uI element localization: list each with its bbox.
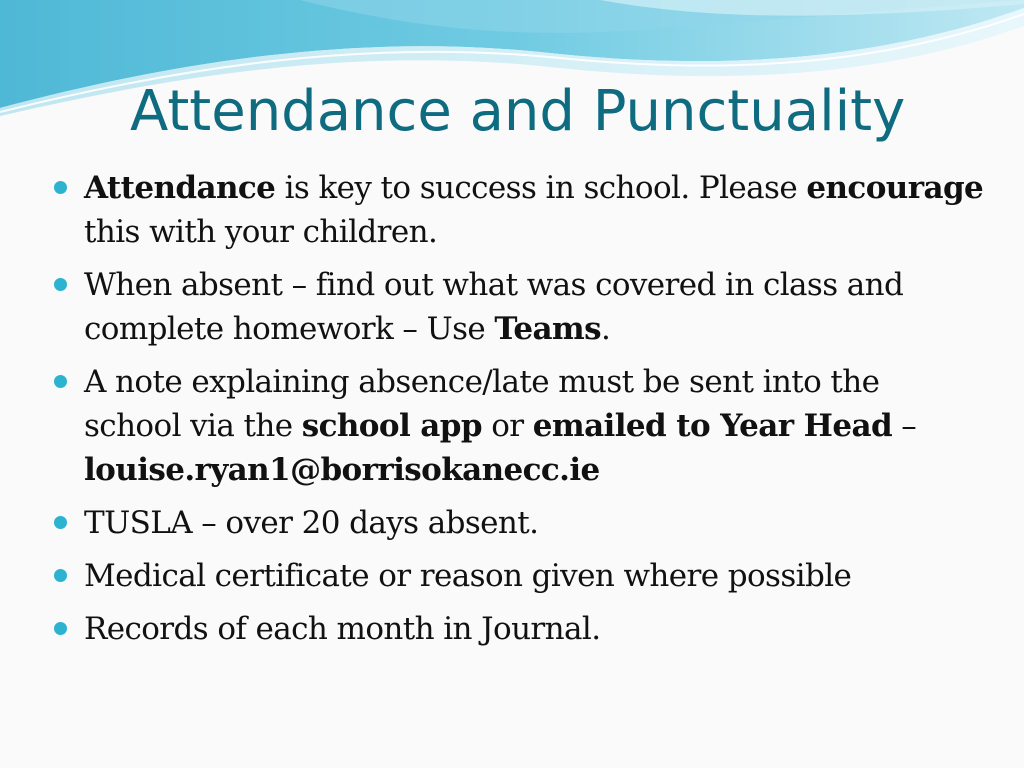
bullet-emphasis-text: louise.ryan1@borrisokanecc.ie <box>84 452 600 488</box>
bullet-emphasis-text: encourage <box>806 170 984 206</box>
bullet-text: is key to success in school. Please <box>275 170 807 206</box>
bullet-list <box>84 166 984 660</box>
bullet-item <box>84 501 984 545</box>
bullet-item <box>84 360 984 492</box>
bullet-text: When absent – find out what was covered in class and complete homework – Use <box>84 267 904 347</box>
bullet-emphasis-text: Attendance <box>84 170 276 206</box>
bullet-emphasis-text: emailed to Year Head <box>532 408 893 444</box>
bullet-emphasis-text: Teams <box>494 311 601 347</box>
bullet-text: or <box>481 408 533 444</box>
slide-title: Attendance and Punctuality <box>130 79 906 144</box>
bullet-item <box>84 607 984 651</box>
bullet-item <box>84 166 984 254</box>
bullet-text: A note explaining absence/late must be sent into the school via the <box>84 364 880 444</box>
bullet-text: Medical certificate or reason given where possible <box>84 558 852 594</box>
bullet-text: this with your children. <box>84 214 438 250</box>
bullet-item <box>84 263 984 351</box>
bullet-text: . <box>600 311 611 347</box>
bullet-item <box>84 554 984 598</box>
bullet-text: – <box>892 408 917 444</box>
bullet-text: Records of each month in Journal. <box>84 611 601 647</box>
bullet-emphasis-text: school app <box>301 408 482 444</box>
bullet-text: TUSLA – over 20 days absent. <box>84 505 539 541</box>
